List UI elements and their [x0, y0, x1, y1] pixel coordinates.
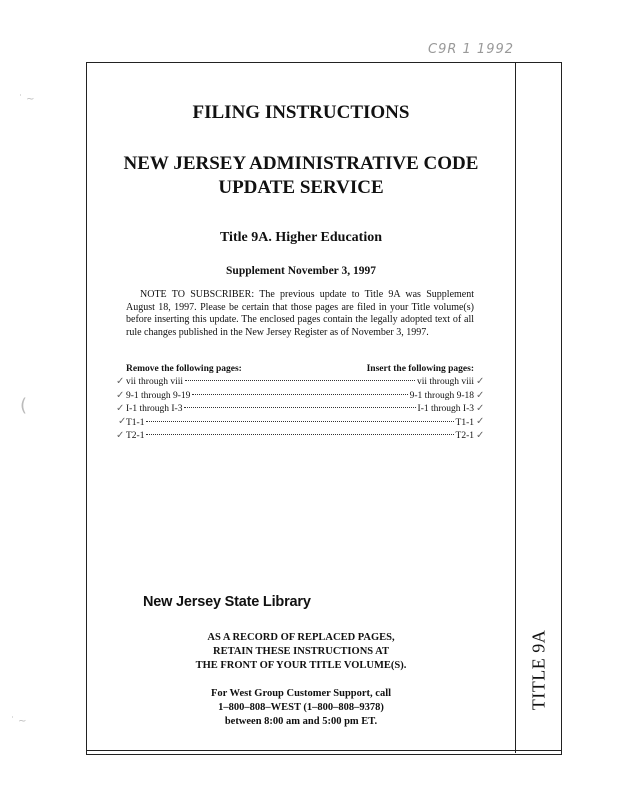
check-mark-icon: ✓: [476, 430, 485, 441]
retain-instructions: [86, 631, 516, 673]
check-mark-icon: ✓: [118, 416, 127, 427]
insert-pages: 9-1 through 9-18: [409, 390, 474, 401]
dot-leader: [146, 421, 453, 422]
pages-table-header: [126, 364, 474, 377]
table-row: [126, 404, 474, 418]
retain-line: AS A RECORD OF REPLACED PAGES,: [207, 632, 395, 643]
check-mark-icon: ✓: [116, 376, 125, 387]
customer-support: [86, 687, 516, 729]
table-row: [126, 418, 474, 432]
table-row: [126, 377, 474, 391]
support-phone: 1–800–808–WEST (1–800–808–9378): [218, 702, 384, 713]
check-mark-icon: ✓: [476, 416, 485, 427]
check-mark-icon: ✓: [476, 390, 485, 401]
retain-line: THE FRONT OF YOUR TITLE VOLUME(S).: [195, 660, 407, 671]
remove-pages: T2-1: [126, 431, 145, 441]
filing-instructions-heading: FILING INSTRUCTIONS: [192, 102, 410, 123]
check-mark-icon: ✓: [476, 403, 485, 414]
dot-leader: [146, 434, 453, 435]
support-hours: between 8:00 am and 5:00 pm ET.: [224, 716, 378, 727]
handwritten-stamp: C9R 1 1992: [428, 42, 515, 57]
insert-header: Insert the following pages:: [366, 364, 474, 374]
subscriber-notice: NOTE TO SUBSCRIBER: The previous update to Title 9A was Supplement August 18, 1997. Please be certain that those pages are filed in your Title volume(s) before inserting this update. The enclosed pages contain the legally adopted text of all rule changes published in the New Jersey Register as of November 3, 1997.: [126, 289, 474, 338]
code-heading-line: NEW JERSEY ADMINISTRATIVE CODE: [123, 153, 479, 174]
insert-pages: I-1 through I-3: [417, 404, 474, 414]
insert-pages: T2-1: [455, 431, 474, 441]
remove-pages: I-1 through I-3: [126, 404, 183, 414]
retain-line: RETAIN THESE INSTRUCTIONS AT: [213, 646, 389, 657]
dot-leader: [185, 380, 415, 381]
remove-pages: T1-1: [126, 417, 145, 428]
remove-pages: vii through viii: [126, 377, 183, 387]
remove-pages: 9-1 through 9-19: [126, 390, 191, 401]
margin-mark: ˙ ~: [10, 716, 27, 727]
dot-leader: [184, 407, 415, 408]
margin-mark: ˙ ~: [18, 94, 35, 105]
dot-leader: [192, 394, 407, 395]
insert-pages: vii through viii: [417, 377, 474, 387]
insert-pages: T1-1: [455, 417, 474, 428]
tab-label: TITLE 9A: [528, 629, 549, 711]
pages-table: [126, 364, 474, 445]
supplement-date: Supplement November 3, 1997: [226, 265, 376, 277]
check-mark-icon: ✓: [476, 376, 485, 387]
table-row: [126, 431, 474, 445]
check-mark-icon: ✓: [116, 430, 125, 441]
title-heading: Title 9A. Higher Education: [219, 230, 383, 245]
code-heading-line: UPDATE SERVICE: [218, 177, 384, 198]
table-row: [126, 391, 474, 405]
check-mark-icon: ✓: [116, 403, 125, 414]
library-stamp: New Jersey State Library: [143, 594, 311, 610]
remove-header: Remove the following pages:: [126, 364, 242, 374]
margin-mark: (: [20, 395, 28, 416]
code-heading: [86, 152, 516, 200]
check-mark-icon: ✓: [116, 390, 125, 401]
support-line: For West Group Customer Support, call: [210, 688, 392, 699]
